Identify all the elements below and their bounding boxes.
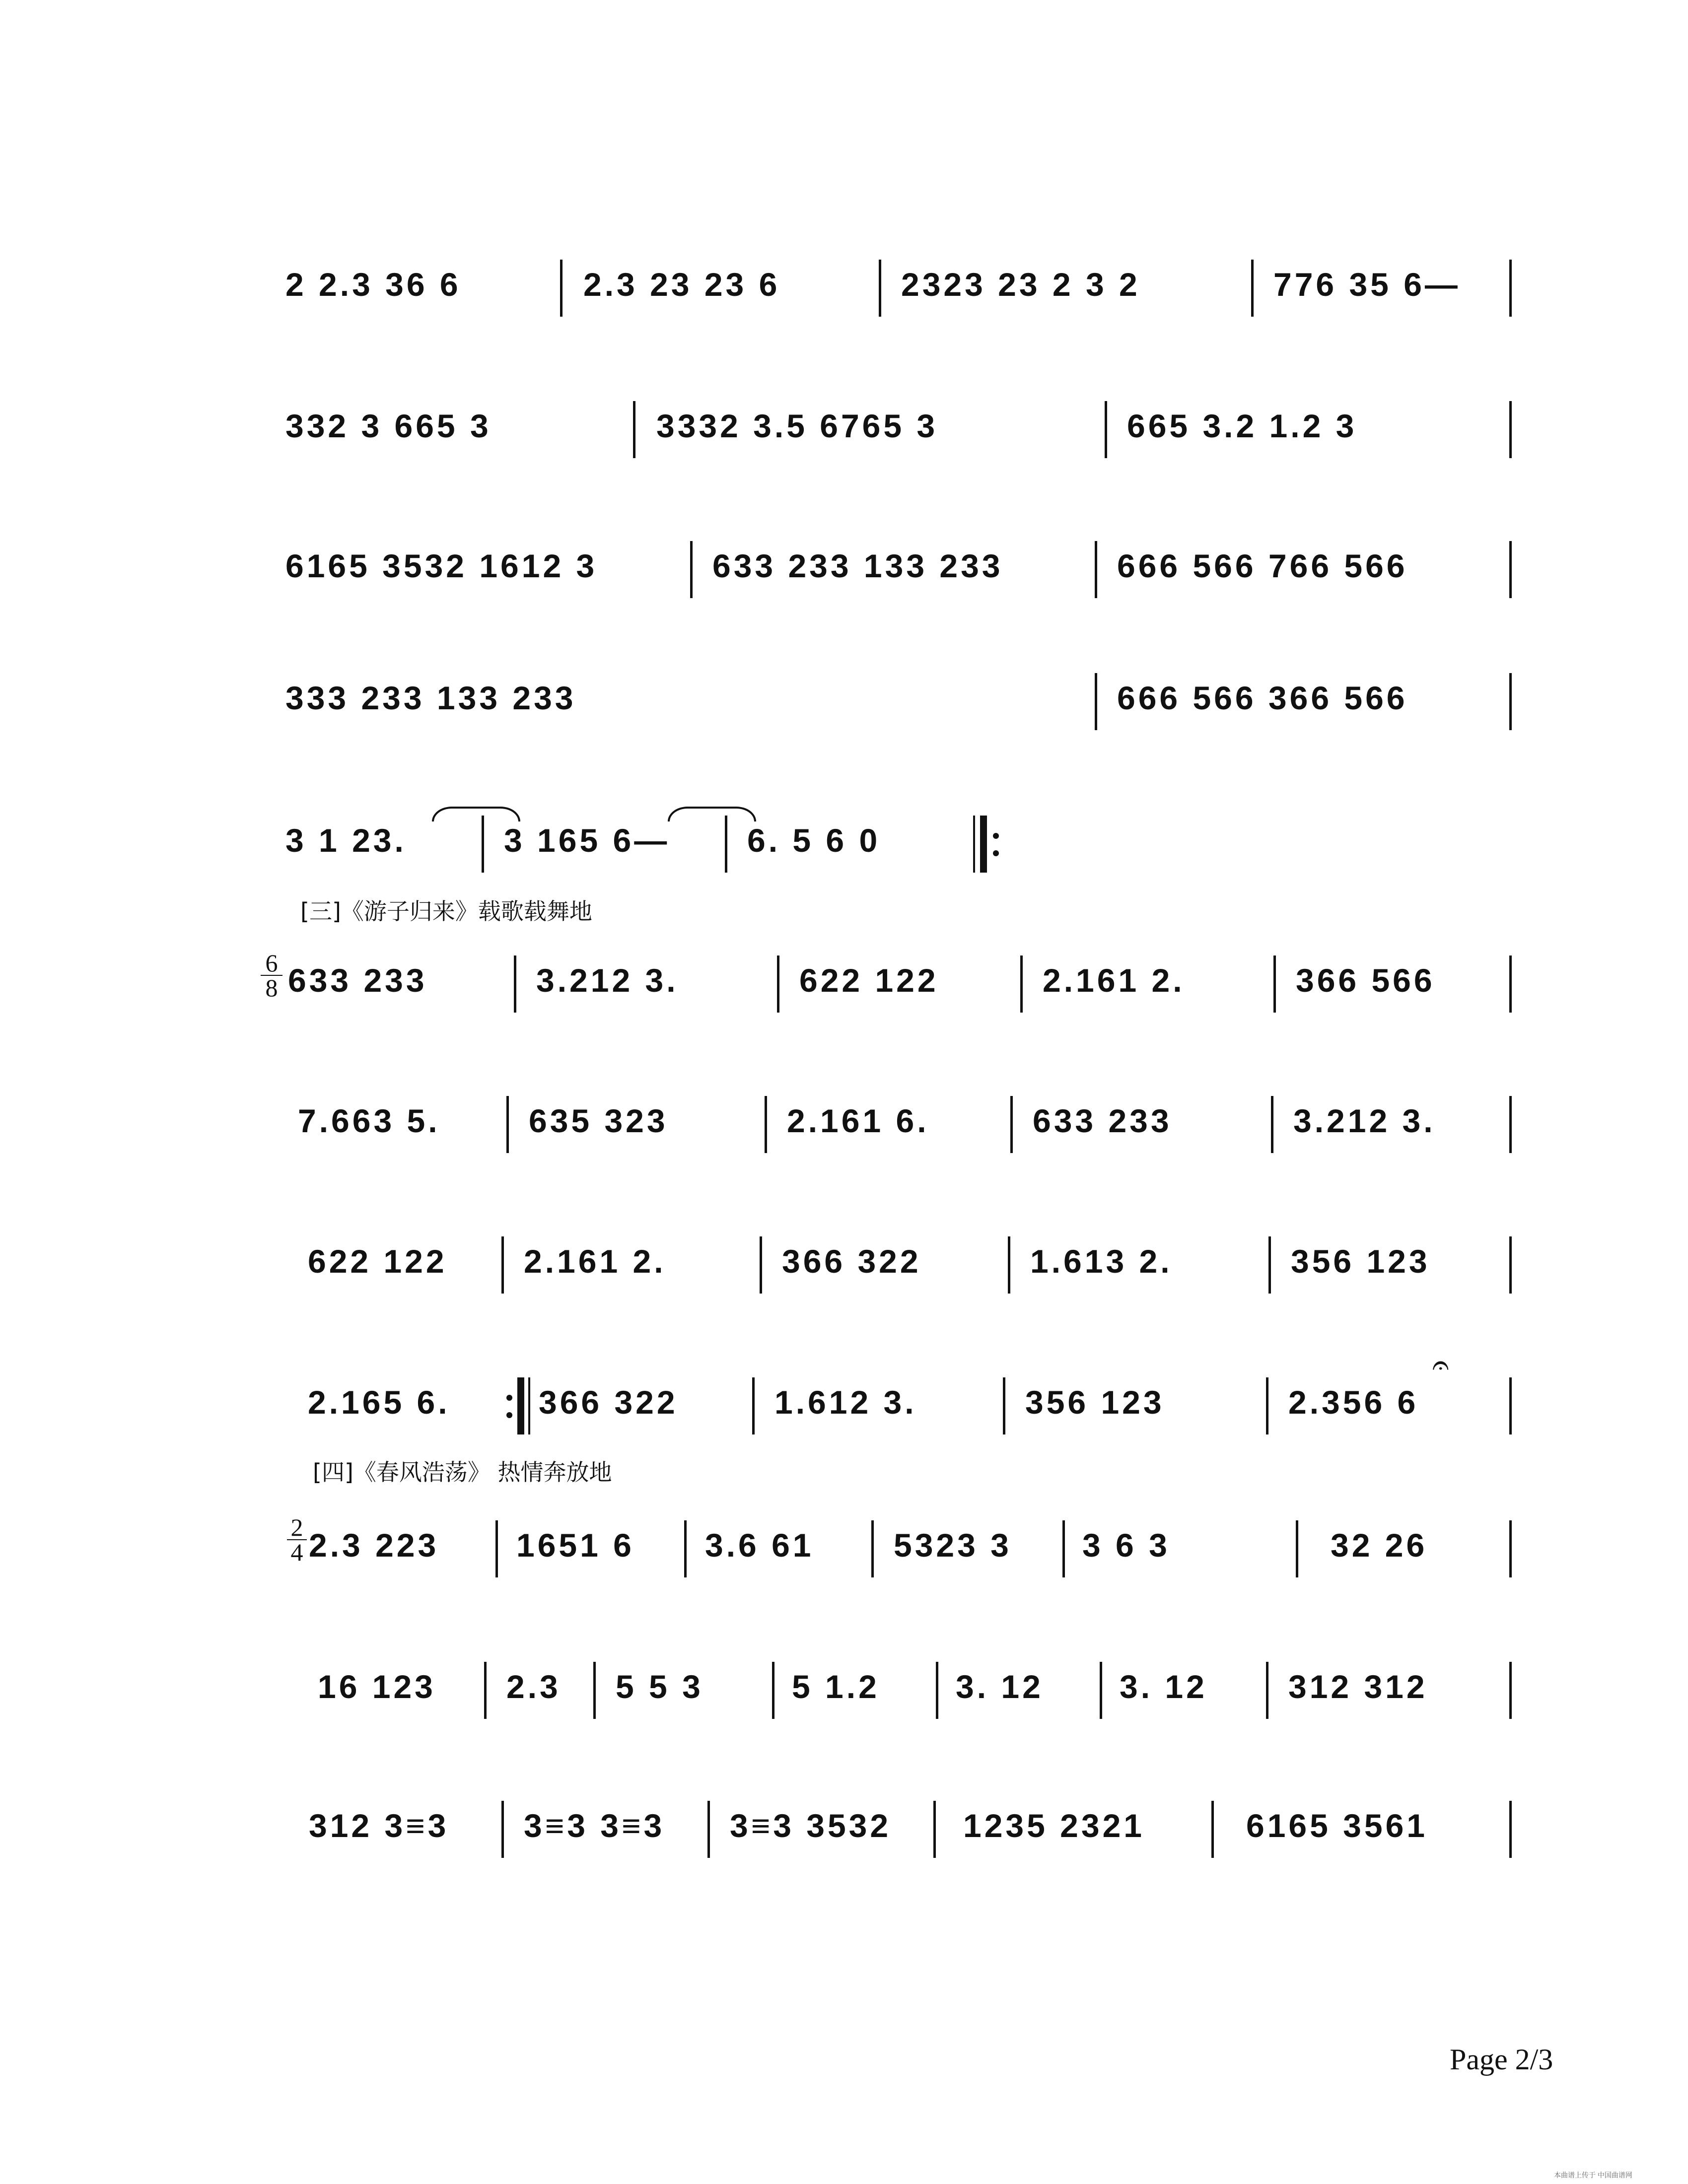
- barline: [725, 816, 727, 873]
- barline: [1509, 541, 1512, 598]
- barline: [1271, 1096, 1273, 1153]
- barline: [1251, 260, 1254, 317]
- barline: [1509, 1236, 1512, 1294]
- barline: [506, 1096, 509, 1153]
- measure: 3.212 3.: [1293, 1102, 1436, 1139]
- measure: 3 6 3: [1082, 1527, 1170, 1564]
- measure: 2323 23 2 3 2: [901, 266, 1140, 303]
- measure: 666 566 366 566: [1117, 680, 1408, 716]
- time-signature-6-8: [261, 949, 282, 1002]
- measure: 2 2.3 36 6: [285, 266, 461, 303]
- barline: [1062, 1520, 1065, 1577]
- page-number: Page 2/3: [1450, 2043, 1553, 2076]
- measure: 356 123: [1025, 1384, 1165, 1421]
- measure: 3. 12: [956, 1668, 1044, 1705]
- measure: 1.612 3.: [774, 1384, 917, 1421]
- measure: 2.3 23 23 6: [583, 266, 780, 303]
- time-signature-bottom: 8: [265, 974, 278, 1002]
- barline: [501, 1801, 504, 1858]
- barline: [1509, 1801, 1512, 1858]
- barline: [1509, 673, 1512, 730]
- barline: [871, 1520, 874, 1577]
- measure: 622 122: [308, 1243, 447, 1280]
- measure: 3≡3 3≡3: [524, 1807, 665, 1844]
- section-4-heading: [四]《春风浩荡》 热情奔放地: [313, 1459, 612, 1486]
- tie-arc: [432, 807, 520, 821]
- measure: 633 233 133 233: [712, 547, 1003, 584]
- measure: 3 165 6—: [504, 822, 670, 859]
- measure: 16 123: [318, 1668, 436, 1705]
- barline: [1509, 1520, 1512, 1577]
- barline: [752, 1377, 755, 1434]
- barline: [1273, 956, 1276, 1013]
- measure: 633 233: [1033, 1102, 1172, 1139]
- barline: [936, 1662, 938, 1719]
- barline: [1266, 1662, 1268, 1719]
- barline: [1509, 1096, 1512, 1153]
- barline: [1020, 956, 1023, 1013]
- measure: 3.6 61: [705, 1527, 814, 1564]
- measure: 6165 3532 1612 3: [285, 547, 598, 584]
- barline: [484, 1662, 487, 1719]
- time-signature-bottom: 4: [290, 1538, 303, 1566]
- barline: [1268, 1236, 1271, 1294]
- time-signature-2-4: [287, 1513, 307, 1566]
- measure: 3≡3 3532: [730, 1807, 892, 1844]
- barline: [482, 816, 484, 873]
- measure: 366 322: [782, 1243, 921, 1280]
- measure: 2.356 6: [1288, 1384, 1419, 1421]
- measure: 1235 2321: [963, 1807, 1145, 1844]
- barline: [1105, 401, 1107, 458]
- measure: 2.3: [506, 1668, 561, 1705]
- measure: 333 233 133 233: [285, 680, 576, 716]
- barline: [1296, 1520, 1298, 1577]
- section-3-heading: [三]《游子归来》载歌载舞地: [300, 898, 592, 925]
- barline: [1509, 956, 1512, 1013]
- barline: [1509, 260, 1512, 317]
- fermata-icon: 𝄐: [1432, 1348, 1449, 1382]
- barline: [1509, 1377, 1512, 1434]
- barline: [514, 956, 516, 1013]
- barline: [1266, 1377, 1268, 1434]
- barline: [633, 401, 635, 458]
- barline: [777, 956, 779, 1013]
- barline: [707, 1801, 710, 1858]
- measure: 5 1.2: [792, 1668, 880, 1705]
- measure: 366 322: [539, 1384, 678, 1421]
- time-signature-top: 2: [290, 1513, 303, 1541]
- measure: 356 123: [1291, 1243, 1430, 1280]
- measure: 5323 3: [894, 1527, 1012, 1564]
- measure: 635 323: [529, 1102, 668, 1139]
- measure: 2.161 6.: [787, 1102, 929, 1139]
- measure: 6. 5 6 0: [747, 822, 881, 859]
- barline: [1509, 401, 1512, 458]
- measure: 3 1 23.: [285, 822, 407, 859]
- time-signature-top: 6: [265, 949, 278, 977]
- barline: [593, 1662, 596, 1719]
- measure: 666 566 766 566: [1117, 547, 1408, 584]
- measure: 3. 12: [1120, 1668, 1207, 1705]
- measure: 32 26: [1331, 1527, 1428, 1564]
- measure: 622 122: [799, 962, 939, 999]
- measure: 366 566: [1296, 962, 1435, 999]
- barline: [1211, 1801, 1214, 1858]
- barline: [1095, 541, 1097, 598]
- measure: 312 312: [1288, 1668, 1428, 1705]
- barline: [1010, 1096, 1013, 1153]
- measure: 2.3 223: [309, 1527, 439, 1564]
- barline: [760, 1236, 762, 1294]
- measure: 665 3.2 1.2 3: [1127, 408, 1357, 444]
- measure: 332 3 665 3: [285, 408, 492, 444]
- measure: 1651 6: [516, 1527, 634, 1564]
- tie-arc: [668, 807, 756, 821]
- barline: [1003, 1377, 1005, 1434]
- measure: 3.212 3.: [536, 962, 679, 999]
- measure: 2.161 2.: [524, 1243, 666, 1280]
- measure: 3332 3.5 6765 3: [656, 408, 938, 444]
- barline: [772, 1662, 774, 1719]
- barline: [933, 1801, 936, 1858]
- barline: [1008, 1236, 1010, 1294]
- measure: 6165 3561: [1246, 1807, 1428, 1844]
- barline: [501, 1236, 504, 1294]
- barline: [495, 1520, 498, 1577]
- barline: [1095, 673, 1097, 730]
- measure: 312 3≡3: [309, 1807, 449, 1844]
- measure: 2.165 6.: [308, 1384, 450, 1421]
- measure: 7.663 5.: [298, 1102, 440, 1139]
- barline: [1100, 1662, 1102, 1719]
- measure: 1.613 2.: [1030, 1243, 1173, 1280]
- barline: [879, 260, 881, 317]
- barline: [1509, 1662, 1512, 1719]
- measure: 2.161 2.: [1043, 962, 1185, 999]
- measure: 5 5 3: [616, 1668, 703, 1705]
- footer-note: 本曲谱上传于 中国曲谱网: [1554, 2171, 1632, 2179]
- barline: [690, 541, 693, 598]
- measure: 633 233: [288, 962, 427, 999]
- measure: 776 35 6—: [1273, 266, 1461, 303]
- barline: [765, 1096, 767, 1153]
- barline: [684, 1520, 687, 1577]
- barline: [560, 260, 563, 317]
